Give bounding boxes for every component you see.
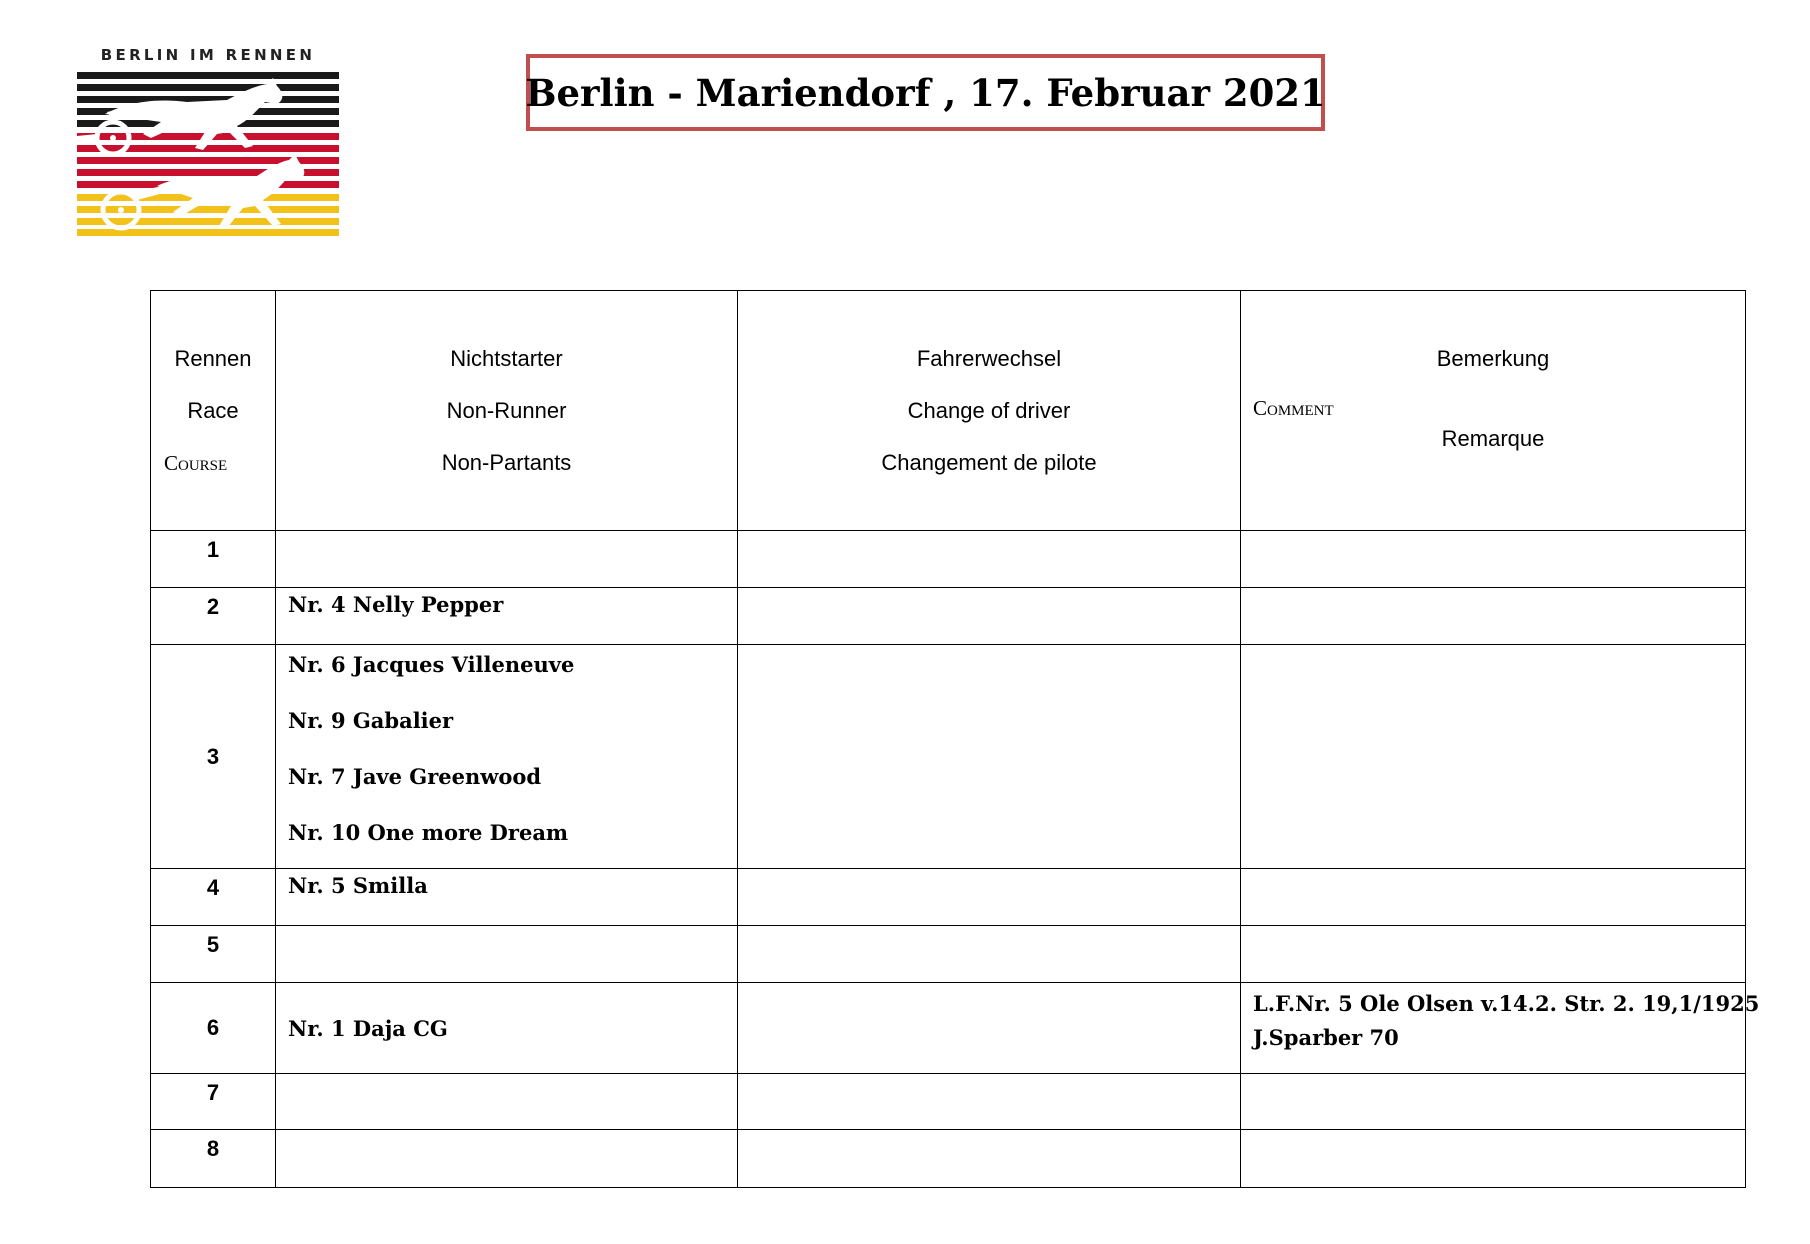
- table-row: [151, 983, 1746, 1074]
- driver-change-cell: [738, 1074, 1241, 1130]
- race-number: 8: [151, 1130, 276, 1188]
- trotting-horse-logo-icon: [77, 72, 339, 236]
- header-driver-change: [738, 291, 1241, 531]
- header-comment-en: Comment: [1253, 396, 1334, 420]
- non-runner-cell: [276, 645, 738, 869]
- berlin-im-rennen-logo: [77, 46, 339, 236]
- race-number: 5: [151, 926, 276, 983]
- non-runner-entry: Nr. 1 Daja CG: [288, 1015, 448, 1041]
- page-title: Berlin - Mariendorf , 17. Februar 2021: [525, 70, 1326, 115]
- header-non-runner-fr: Non-Partants: [441, 449, 572, 475]
- non-runner-cell: [276, 1074, 738, 1130]
- header-comment: [1241, 291, 1746, 531]
- table-row: [151, 531, 1746, 588]
- comment-cell: [1241, 645, 1746, 869]
- table-row: [151, 645, 1746, 869]
- table-header-row: [151, 291, 1746, 531]
- race-number: 6: [151, 983, 276, 1074]
- comment-cell: [1241, 983, 1760, 1074]
- non-runner-entry: Nr. 10 One more Dream: [288, 820, 569, 845]
- non-runner-cell: [276, 531, 738, 588]
- non-runner-table: [150, 290, 1760, 1188]
- header-race-fr: Course: [164, 450, 228, 475]
- driver-change-cell: [738, 983, 1241, 1074]
- header-non-runner-de: Nichtstarter: [450, 345, 563, 371]
- comment-cell: [1241, 926, 1746, 983]
- race-number: 7: [151, 1074, 276, 1130]
- comment-cell: [1241, 869, 1746, 926]
- non-runner-entry: Nr. 4 Nelly Pepper: [288, 592, 504, 617]
- header-race-de: Rennen: [174, 345, 252, 371]
- header-race-en: Race: [187, 397, 239, 423]
- non-runner-entry: Nr. 7 Jave Greenwood: [288, 764, 542, 789]
- table-row: [151, 926, 1746, 983]
- driver-change-cell: [738, 1130, 1241, 1188]
- comment-cell: [1241, 588, 1746, 645]
- table-row: [151, 1130, 1746, 1188]
- lower-horse-and-sulky: [103, 154, 304, 228]
- non-runner-cell: [276, 588, 738, 645]
- header-non-runner: [276, 291, 738, 531]
- header-non-runner-en: Non-Runner: [446, 397, 567, 423]
- non-runner-cell: [276, 1130, 738, 1188]
- header-driver-change-en: Change of driver: [907, 397, 1071, 423]
- header-comment-de: Bemerkung: [1436, 346, 1550, 371]
- non-runner-entry: Nr. 9 Gabalier: [288, 708, 454, 733]
- header-driver-change-de: Fahrerwechsel: [916, 345, 1062, 371]
- comment-cell: [1241, 1074, 1746, 1130]
- driver-change-cell: [738, 926, 1241, 983]
- table-row: [151, 869, 1746, 926]
- table-row: [151, 588, 1746, 645]
- non-runner-entry: Nr. 6 Jacques Villeneuve: [288, 652, 575, 677]
- header-race: [151, 291, 276, 531]
- header-comment-fr: Remarque: [1441, 426, 1545, 451]
- driver-change-cell: [738, 588, 1241, 645]
- race-number: 4: [151, 869, 276, 926]
- comment-cell: [1241, 1130, 1746, 1188]
- race-number: 2: [151, 588, 276, 645]
- comment-line: L.F.Nr. 5 Ole Olsen v.14.2. Str. 2. 19,1/1925: [1253, 991, 1760, 1016]
- race-number: 1: [151, 531, 276, 588]
- non-runner-cell: [276, 869, 738, 926]
- non-runner-cell: [276, 983, 738, 1074]
- race-number: 3: [151, 645, 276, 869]
- table-row: [151, 1074, 1746, 1130]
- comment-line: J.Sparber 70: [1253, 1025, 1399, 1050]
- title-box: [526, 54, 1325, 131]
- non-runner-entry: Nr. 5 Smilla: [288, 873, 428, 898]
- logo-text: BERLIN IM RENNEN: [100, 46, 316, 64]
- comment-cell: [1241, 531, 1746, 588]
- non-runner-cell: [276, 926, 738, 983]
- header-driver-change-fr: Changement de pilote: [881, 449, 1097, 475]
- driver-change-cell: [738, 645, 1241, 869]
- driver-change-cell: [738, 531, 1241, 588]
- driver-change-cell: [738, 869, 1241, 926]
